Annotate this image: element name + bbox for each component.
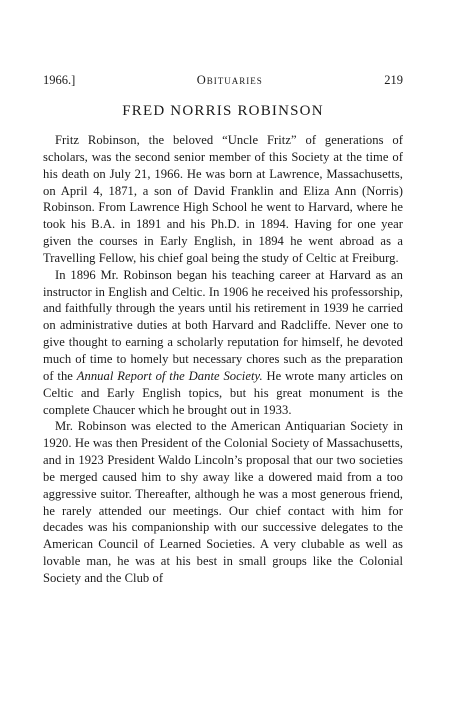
- year-label: 1966.]: [43, 73, 76, 87]
- paragraph-2-before: In 1896 Mr. Robinson began his teaching career at Harvard as an instructor in English and Celtic. In 1906 he received his professorship, and faithfully through the years until his retirement in 1939 he carried on administrative duties at both Harvard and Radcliffe. Never one to give thought to earning a scholarly reputation for himself, he devoted much of time to homely but necessary chores such as the preparation of the: [43, 267, 403, 383]
- paragraph-3: Mr. Robinson was elected to the American Antiquarian Society in 1920. He was then President of the Colonial Society of Massachusetts, and in 1923 President Waldo Lincoln’s proposal that our two societies be merged caused him to shy away like a dowered maid from a too aggressive suitor. Thereafter, although he was a most generous friend, he rarely attended our meetings. Our chief contact with him for decades was his companionship with our successive delegates to the American Council of Learned Societies. A very clubable as well as lovable man, he was at his best in small groups like the Colonial Society and the Club of: [43, 419, 403, 585]
- section-title: Obituaries: [196, 73, 263, 87]
- paragraph-2: [43, 267, 403, 419]
- running-head: [43, 72, 403, 88]
- article-title: FRED NORRIS ROBINSON: [122, 103, 324, 119]
- page-number: 219: [384, 73, 403, 87]
- paragraph-2-after: He wrote many articles on Celtic and Early English topics, but his great monument is the complete Chaucer which he brought out in 1933.: [43, 368, 403, 417]
- document-page: [43, 72, 403, 587]
- paragraph-1: Fritz Robinson, the beloved “Uncle Fritz” of generations of scholars, was the second senior member of this Society at the time of his death on July 21, 1966. He was born at Lawrence, Massachusetts, on April 4, 1871, a son of David Franklin and Eliza Ann (Norris) Robinson. From Lawrence High School he went to Harvard, where he took his B.A. in 1891 and his Ph.D. in 1894. Having for one year given the courses in Early English, in 1894 he went abroad as a Travelling Fellow, his chief goal being the study of Celtic at Freiburg.: [43, 133, 403, 265]
- dante-report-title: Annual Report of the Dante Society.: [76, 368, 263, 383]
